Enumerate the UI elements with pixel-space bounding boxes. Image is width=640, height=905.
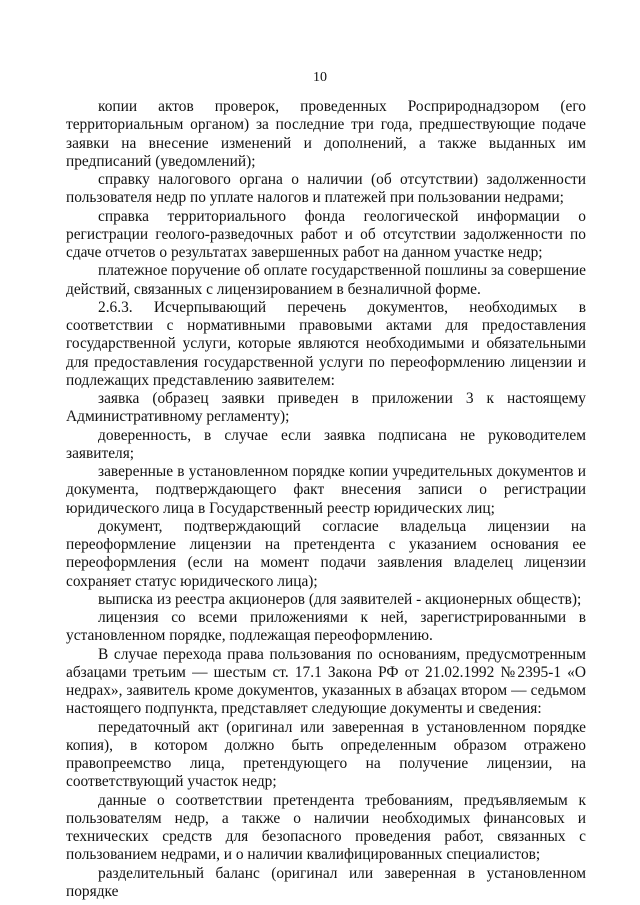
paragraph: справка территориального фонда геологической информации о регистрации геолого-разведочных работ и об отсутствии задолженности по сдаче отчетов о результатах завершенных работ на данном участке недр; [66,207,586,261]
body-text [66,98,586,901]
paragraph: 2.6.3. Исчерпывающий перечень документов, необходимых в соответствии с нормативными правовыми актами для предоставления государственной услуги, которые являются необходимыми и обязательными для предоставления государственной услуги по переоформлению лицензии и подлежащих представлению заявителем: [66,298,586,389]
paragraph: передаточный акт (оригинал или заверенная в установленном порядке копия), в котором должно быть определенным образом отражено правопреемство лица, претендующего на получение лицензии, на соответствующий участок недр; [66,718,586,791]
paragraph: заверенные в установленном порядке копии учредительных документов и документа, подтверждающего факт внесения записи о регистрации юридического лица в Государственный реестр юридических лиц; [66,463,586,517]
page-number: 10 [313,70,327,85]
paragraph: В случае перехода права пользования по основаниям, предусмотренным абзацами третьим — шестым ст. 17.1 Закона РФ от 21.02.1992 №2395-1 «О недрах», заявитель кроме документов, указанных в абзацах втором — седьмом настоящего подпункта, представляет следующие документы и сведения: [66,645,586,718]
paragraph: данные о соответствии претендента требованиям, предъявляемым к пользователям недр, а также о наличии необходимых финансовых и технических средств для безопасного проведения работ, связанных с пользованием недрами, и о наличии квалифицированных специалистов; [66,791,586,864]
paragraph: копии актов проверок, проведенных Росприроднадзором (его территориальным органом) за последние три года, предшествующие подаче заявки на внесение изменений и дополнений, а также выданных им предписаний (уведомлений); [66,98,586,170]
paragraph: разделительный баланс (оригинал или заверенная в установленном порядке [66,864,586,900]
paragraph: выписка из реестра акционеров (для заявителей - акционерных обществ); [98,590,582,608]
paragraph: лицензия со всеми приложениями к ней, зарегистрированными в установленном порядке, подлежащая переоформлению. [66,609,586,645]
paragraph: справку налогового органа о наличии (об отсутствии) задолженности пользователя недр по уплате налогов и платежей при пользовании недрами; [66,171,586,207]
paragraph: платежное поручение об оплате государственной пошлины за совершение действий, связанных с лицензированием в безналичной форме. [66,262,586,298]
paragraph: заявка (образец заявки приведен в приложении 3 к настоящему Административному регламенту); [66,390,586,426]
paragraph: доверенность, в случае если заявка подписана не руководителем заявителя; [66,426,586,462]
paragraph: документ, подтверждающий согласие владельца лицензии на переоформление лицензии на претендента с указанием основания ее переоформления (если на момент подачи заявления владелец лицензии сохраняет статус юридического лица); [66,517,586,590]
